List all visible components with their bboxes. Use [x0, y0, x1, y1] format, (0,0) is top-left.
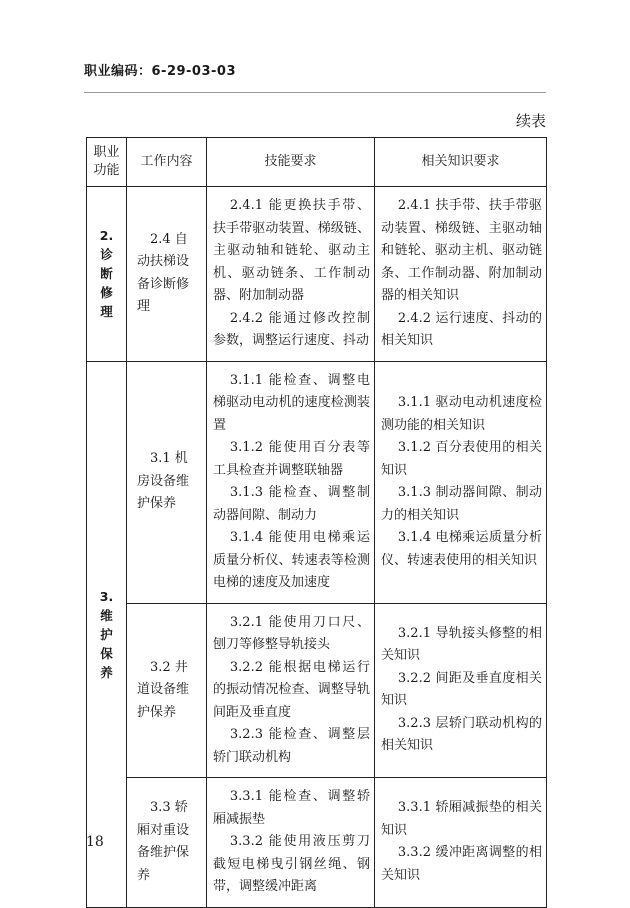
knowledge-item: 2.4.2 运行速度、抖动的相关知识	[381, 310, 542, 348]
table-row	[87, 361, 547, 603]
knowledge-item: 3.3.2 缓冲距离调整的相关知识	[381, 845, 542, 883]
header-rule	[84, 92, 546, 93]
skill-item: 3.1.1 能检查、调整电梯驱动电动机的速度检测装置	[213, 372, 370, 433]
skill-item: 2.4.2 能通过修改控制参数，调整运行速度、抖动	[213, 310, 370, 348]
knowledge-cell	[375, 187, 547, 362]
knowledge-item: 3.2.3 层轿门联动机构的相关知识	[381, 715, 542, 754]
skills-table	[86, 137, 547, 908]
table-row	[87, 778, 547, 908]
knowledge-item: 3.2.1 导轨接头修整的相关知识	[381, 625, 542, 664]
skill-item: 2.4.1 能更换扶手带、扶手带驱动装置、梯级链、主驱动轴和链轮、驱动主机、驱动链条、工作制动器、附加制动器	[213, 198, 370, 303]
work-cell	[127, 603, 207, 778]
knowledge-item: 3.1.2 百分表使用的相关知识	[381, 440, 542, 478]
skills-cell	[207, 361, 375, 603]
page-number: 18	[86, 834, 104, 850]
work-cell	[127, 361, 207, 603]
header-skills: 技能要求	[207, 138, 375, 187]
table-row	[87, 187, 547, 362]
table-header-row	[87, 138, 547, 187]
skills-cell	[207, 603, 375, 778]
work-label: 3.3 轿厢对重设备维护保养	[137, 800, 190, 883]
knowledge-item: 3.3.1 轿厢减振垫的相关知识	[381, 800, 542, 838]
function-cell	[87, 361, 127, 907]
skill-item: 3.1.3 能检查、调整制动器间隙、制动力	[213, 485, 370, 523]
knowledge-cell	[375, 361, 547, 603]
knowledge-item: 3.1.4 电梯乘运质量分析仪、转速表使用的相关知识	[381, 530, 542, 568]
skills-cell	[207, 778, 375, 908]
knowledge-item: 3.1.3 制动器间隙、制动力的相关知识	[381, 485, 542, 523]
skills-cell	[207, 187, 375, 362]
work-label: 3.2 井道设备维护保养	[137, 659, 190, 720]
continued-label: 续表	[515, 112, 546, 130]
skill-item: 3.2.3 能检查、调整层轿门联动机构	[213, 727, 370, 765]
knowledge-item: 2.4.1 扶手带、扶手带驱动装置、梯级链、主驱动轴和链轮、驱动主机、驱动链条、工作制动器、附加制动器的相关知识	[381, 198, 542, 303]
skill-item: 3.2.1 能使用刀口尺、刨刀等修整导轨接头	[213, 614, 370, 652]
skill-item: 3.3.2 能使用液压剪刀截短电梯曳引钢丝绳、钢带，调整缓冲距离	[213, 834, 370, 894]
header-knowledge: 相关知识要求	[375, 138, 547, 187]
knowledge-cell	[375, 603, 547, 778]
function-label: 3. 维护保养	[99, 588, 114, 680]
skill-item: 3.1.4 能使用电梯乘运质量分析仪、转速表等检测电梯的速度及加速度	[213, 530, 370, 590]
knowledge-item: 3.1.1 驱动电动机速度检测功能的相关知识	[381, 395, 542, 433]
skill-item: 3.1.2 能使用百分表等工具检查并调整联轴器	[213, 440, 370, 478]
knowledge-item: 3.2.2 间距及垂直度相关知识	[381, 670, 542, 709]
table-row	[87, 603, 547, 778]
header-function: 职业功能	[87, 138, 127, 187]
work-label: 2.4 自动扶梯设备诊断修理	[137, 231, 190, 315]
function-cell	[87, 187, 127, 362]
knowledge-cell	[375, 778, 547, 908]
header-work: 工作内容	[127, 138, 207, 187]
occupation-code: 职业编码：6-29-03-03	[84, 64, 237, 79]
skill-item: 3.2.2 能根据电梯运行的振动情况检查、调整导轨间距及垂直度	[213, 659, 370, 720]
skill-item: 3.3.1 能检查、调整轿厢减振垫	[213, 789, 370, 827]
work-label: 3.1 机房设备维护保养	[137, 451, 190, 512]
function-label: 2. 诊断修理	[99, 228, 114, 320]
work-cell	[127, 778, 207, 908]
work-cell	[127, 187, 207, 362]
